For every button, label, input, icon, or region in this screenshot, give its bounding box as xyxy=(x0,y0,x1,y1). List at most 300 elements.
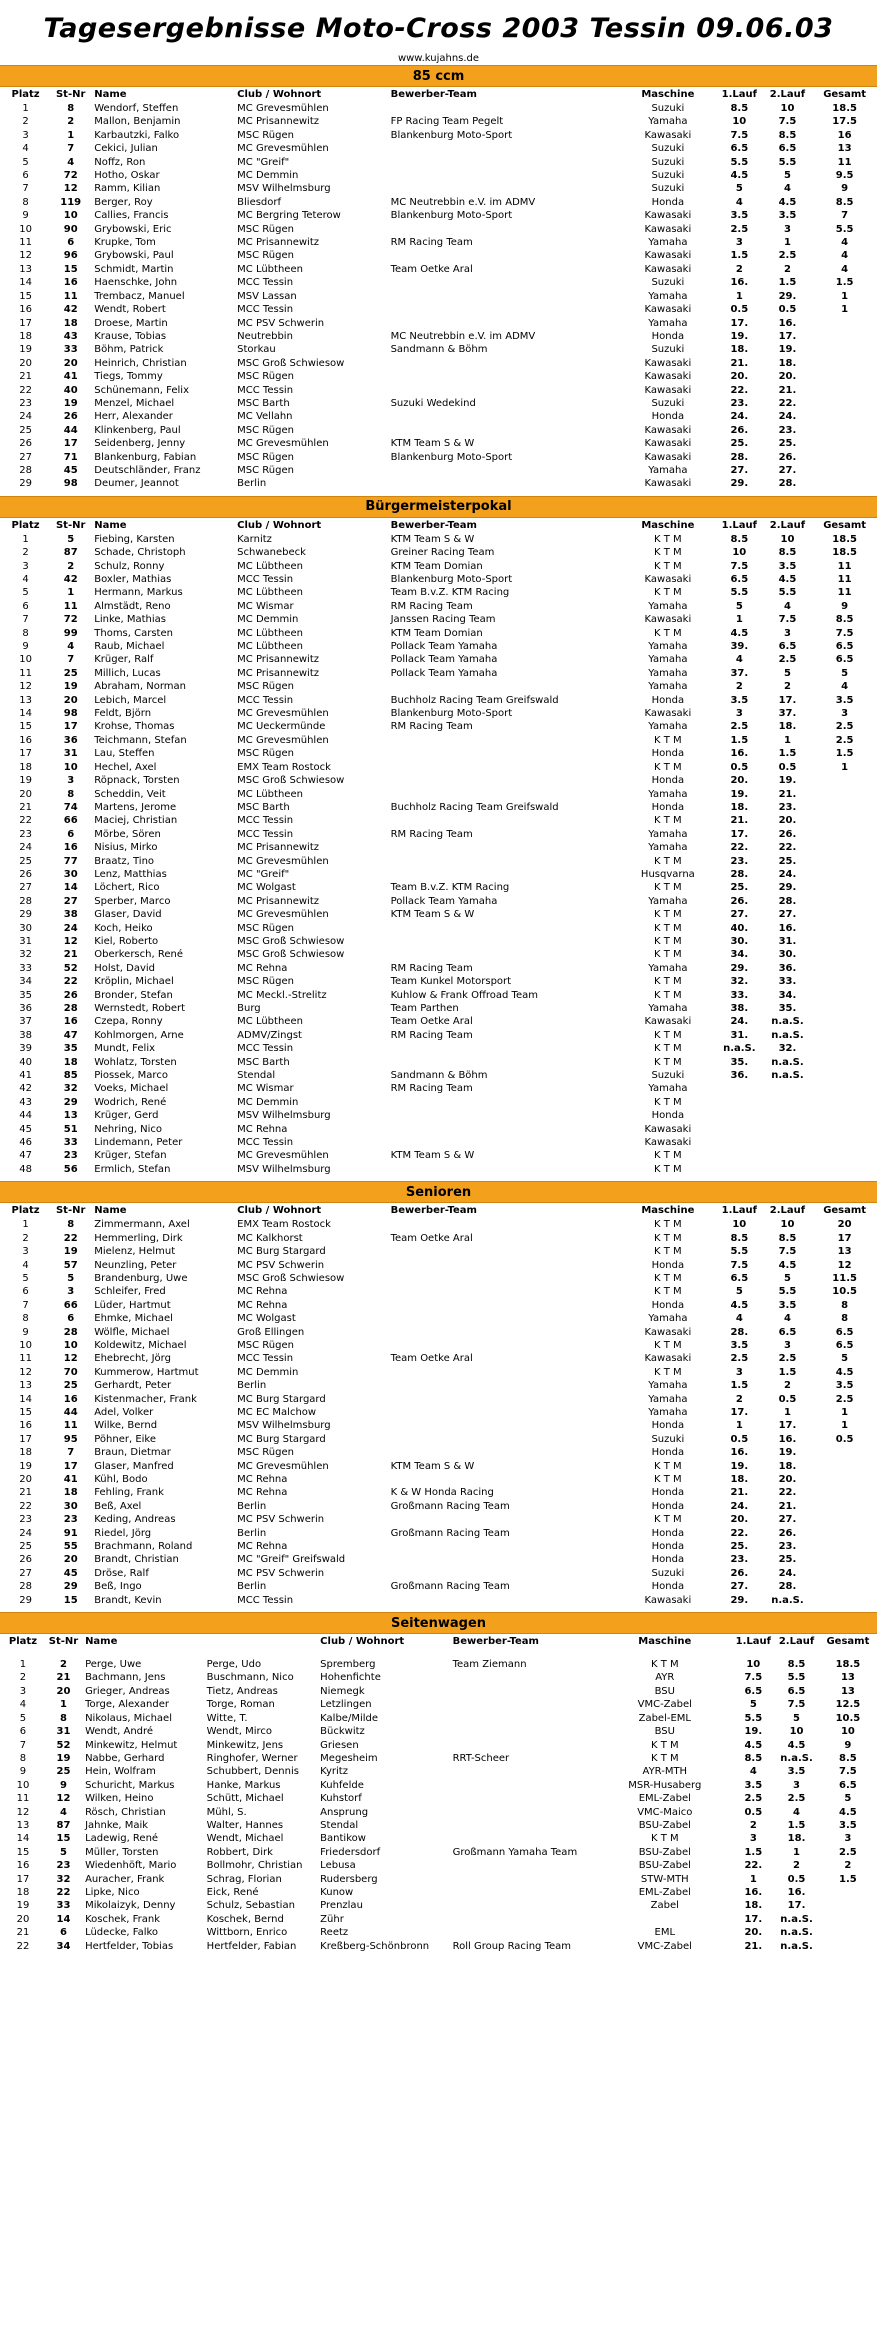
cell-club: Friedersdorf xyxy=(320,1846,381,1858)
cell-gesamt: 8 xyxy=(841,1299,849,1311)
cell-platz: 28 xyxy=(19,1581,32,1593)
cell-team: Großmann Racing Team xyxy=(390,1527,510,1539)
cell-lauf1: 26. xyxy=(730,895,749,907)
cell-lauf1: 24. xyxy=(730,411,749,423)
cell-name: Wilken, Heino xyxy=(85,1793,154,1805)
cell-lauf2: 10 xyxy=(780,533,795,545)
cell-lauf1: 1.5 xyxy=(744,1846,763,1858)
cell-lauf1: 2.5 xyxy=(730,223,749,235)
cell-lauf1: 28. xyxy=(730,1326,749,1338)
cell-maschine: Yamaha xyxy=(648,600,688,612)
cell-club: MC PSV Schwerin xyxy=(237,1567,325,1579)
cell-club: MC Demmin xyxy=(237,1366,299,1378)
cell-startnr: 10 xyxy=(63,761,78,773)
cell-name: Kröplin, Michael xyxy=(94,976,174,988)
cell-name: Minkewitz, Helmut xyxy=(85,1739,178,1751)
section-senioren xyxy=(0,1181,877,1612)
cell-maschine: Kawasaki xyxy=(644,1353,692,1365)
table-row xyxy=(0,1792,877,1805)
cell-maschine: Yamaha xyxy=(648,1003,688,1014)
cell-maschine: Honda xyxy=(651,748,685,760)
cell-startnr: 2 xyxy=(67,560,75,572)
cell-team xyxy=(387,868,620,881)
header-beifahrer xyxy=(203,1634,317,1649)
cell-lauf2: 5.5 xyxy=(787,1672,806,1684)
cell-club: MC Grevesmühlen xyxy=(237,438,329,450)
cell-name: Heinrich, Christian xyxy=(94,357,187,369)
cell-name: Krause, Tobias xyxy=(94,330,167,342)
cell-gesamt: 6.5 xyxy=(835,654,854,666)
cell-club: MC Kalkhorst xyxy=(237,1232,303,1244)
cell-club: MC Lübtheen xyxy=(237,641,303,653)
cell-lauf2: 10 xyxy=(780,1219,795,1231)
cell-team xyxy=(449,1913,598,1926)
cell-startnr: 98 xyxy=(63,708,78,720)
cell-maschine: K T M xyxy=(654,976,682,988)
cell-team: Team B.v.Z. KTM Racing xyxy=(390,882,510,894)
results-table xyxy=(0,518,877,1177)
cell-maschine: Honda xyxy=(651,411,685,423)
cell-name: Nehring, Nico xyxy=(94,1123,163,1135)
table-header xyxy=(0,518,877,533)
cell-gesamt xyxy=(812,1082,877,1095)
cell-team: KTM Team S & W xyxy=(390,438,475,450)
cell-gesamt: 8 xyxy=(841,1313,849,1325)
cell-gesamt xyxy=(812,962,877,975)
cell-club: MC Rehna xyxy=(237,1299,288,1311)
table-row xyxy=(0,424,877,437)
cell-lauf2: 27. xyxy=(778,1514,797,1526)
cell-lauf2: 3.5 xyxy=(778,1299,797,1311)
table-row xyxy=(0,1326,877,1339)
cell-maschine: Yamaha xyxy=(648,842,688,854)
cell-lauf2: 18. xyxy=(778,357,797,369)
cell-lauf1: 29. xyxy=(730,478,749,490)
cell-lauf1 xyxy=(716,1163,763,1176)
cell-gesamt xyxy=(812,1527,877,1540)
cell-team xyxy=(387,1339,620,1352)
cell-lauf2: 19. xyxy=(778,344,797,356)
cell-platz: 2 xyxy=(22,1232,29,1244)
cell-gesamt: 3.5 xyxy=(839,1819,857,1831)
cell-lauf2: 2 xyxy=(783,1380,791,1392)
cell-gesamt: 9 xyxy=(841,600,849,612)
table-row xyxy=(0,640,877,653)
cell-lauf1: 20. xyxy=(730,1514,749,1526)
cell-name: Zimmermann, Axel xyxy=(94,1219,190,1231)
cell-team xyxy=(387,182,620,195)
cell-maschine: K T M xyxy=(654,1286,682,1298)
cell-gesamt: 10.5 xyxy=(835,1712,861,1724)
cell-team xyxy=(449,1765,598,1778)
cell-startnr: 8 xyxy=(67,1219,75,1231)
cell-gesamt: 2.5 xyxy=(839,1846,857,1858)
cell-gesamt xyxy=(812,948,877,961)
cell-lauf1: 0.5 xyxy=(744,1806,763,1818)
cell-club: Letzlingen xyxy=(320,1699,372,1711)
cell-gesamt: 4 xyxy=(841,263,849,275)
cell-name: Koldewitz, Michael xyxy=(94,1339,187,1351)
cell-name: Hein, Wolfram xyxy=(85,1766,156,1778)
cell-name: Krüger, Stefan xyxy=(94,1150,167,1162)
header-platz: Platz xyxy=(8,1636,38,1648)
table-row xyxy=(0,1698,877,1711)
cell-lauf2: 21. xyxy=(778,1500,797,1512)
cell-maschine: Honda xyxy=(651,1541,685,1553)
cell-platz: 29 xyxy=(19,1594,32,1606)
cell-name: Schuricht, Markus xyxy=(85,1779,175,1791)
cell-gesamt xyxy=(812,330,877,343)
header-club: Club / Wohnort xyxy=(237,89,322,100)
cell-startnr: 90 xyxy=(63,223,78,235)
cell-platz: 2 xyxy=(19,1672,27,1684)
cell-lauf2: 26. xyxy=(778,1527,797,1539)
cell-lauf1: 33. xyxy=(730,989,749,1001)
cell-team xyxy=(387,249,620,262)
cell-platz: 22 xyxy=(19,1500,32,1512)
cell-lauf2: 21. xyxy=(778,384,797,396)
cell-maschine: K T M xyxy=(654,547,682,559)
table-row xyxy=(0,1042,877,1055)
cell-team: RM Racing Team xyxy=(390,962,473,974)
cell-club: Prenzlau xyxy=(320,1900,363,1912)
cell-lauf1: 10 xyxy=(732,1219,747,1231)
cell-startnr: 22 xyxy=(63,976,78,988)
cell-gesamt xyxy=(812,828,877,841)
cell-platz: 9 xyxy=(22,1326,29,1338)
header-name: Name xyxy=(94,1205,127,1217)
cell-lauf1: 2 xyxy=(735,681,743,693)
cell-team xyxy=(387,1218,620,1231)
cell-platz: 27 xyxy=(19,1567,32,1579)
cell-platz: 6 xyxy=(19,1726,27,1738)
cell-maschine: BSU-Zabel xyxy=(638,1846,691,1858)
cell-maschine: Kawasaki xyxy=(644,1594,692,1606)
cell-lauf2: 2.5 xyxy=(787,1793,806,1805)
cell-startnr: 23 xyxy=(63,1514,78,1526)
cell-platz: 20 xyxy=(16,1913,30,1925)
cell-team xyxy=(387,788,620,801)
cell-startnr: 52 xyxy=(56,1739,71,1751)
cell-maschine: K T M xyxy=(650,1752,679,1764)
cell-maschine: Yamaha xyxy=(648,317,688,329)
cell-lauf1: 1.5 xyxy=(730,1380,749,1392)
table-row xyxy=(0,477,877,490)
cell-maschine: Yamaha xyxy=(648,1313,688,1325)
cell-startnr: 8 xyxy=(67,788,75,800)
cell-lauf2: 25. xyxy=(778,1554,797,1566)
cell-team: Pollack Team Yamaha xyxy=(390,641,498,653)
cell-gesamt: 1 xyxy=(841,761,849,773)
cell-platz: 3 xyxy=(22,560,29,572)
cell-platz: 20 xyxy=(19,788,32,800)
table-row xyxy=(0,1419,877,1432)
cell-maschine: Yamaha xyxy=(648,464,688,476)
cell-platz: 25 xyxy=(19,1541,32,1553)
cell-lauf2: 20. xyxy=(778,371,797,383)
cell-team xyxy=(449,1712,598,1725)
cell-startnr: 41 xyxy=(63,371,78,383)
cell-platz: 6 xyxy=(22,170,29,182)
cell-startnr: 91 xyxy=(63,1527,78,1539)
table-row xyxy=(0,908,877,921)
cell-lauf2: 17. xyxy=(778,330,797,342)
cell-team xyxy=(449,1806,598,1819)
cell-maschine: Kawasaki xyxy=(644,210,692,222)
cell-team: Greiner Racing Team xyxy=(390,547,495,559)
cell-lauf1: 2 xyxy=(749,1819,757,1831)
cell-platz: 22 xyxy=(19,815,32,827)
cell-maschine: Yamaha xyxy=(648,667,688,679)
cell-club: MC Grevesmühlen xyxy=(237,909,329,921)
cell-startnr: 44 xyxy=(63,424,78,436)
table-row xyxy=(0,653,877,666)
table-row xyxy=(0,410,877,423)
table-row xyxy=(0,1580,877,1593)
cell-name: Lau, Steffen xyxy=(94,748,155,760)
table-row xyxy=(0,1460,877,1473)
cell-club: Stendal xyxy=(237,1070,276,1082)
cell-gesamt xyxy=(812,922,877,935)
cell-gesamt: 13 xyxy=(837,1246,852,1258)
cell-platz: 28 xyxy=(19,895,32,907)
cell-team xyxy=(449,1886,598,1899)
cell-lauf1: 20. xyxy=(744,1927,763,1939)
cell-lauf1: 8.5 xyxy=(730,533,749,545)
cell-name: Beß, Ingo xyxy=(94,1581,142,1593)
table-row xyxy=(0,156,877,169)
cell-platz: 5 xyxy=(19,1712,27,1724)
cell-lauf2: 5.5 xyxy=(778,587,797,599)
cell-team xyxy=(387,223,620,236)
cell-name: Schmidt, Martin xyxy=(94,263,174,275)
cell-team xyxy=(387,1567,620,1580)
cell-maschine: K T M xyxy=(654,882,682,894)
cell-startnr: 45 xyxy=(63,1567,78,1579)
cell-team xyxy=(387,1379,620,1392)
cell-startnr: 28 xyxy=(63,1326,78,1338)
cell-maschine: Yamaha xyxy=(648,237,688,249)
cell-name: Blankenburg, Fabian xyxy=(94,451,197,463)
cell-startnr: 15 xyxy=(56,1833,71,1845)
cell-platz: 32 xyxy=(19,949,32,961)
cell-club: MCC Tessin xyxy=(237,304,294,316)
cell-lauf1: 39. xyxy=(730,641,749,653)
table-row xyxy=(0,1473,877,1486)
cell-name: Nabbe, Gerhard xyxy=(85,1752,165,1764)
cell-maschine: Honda xyxy=(651,1259,685,1271)
cell-gesamt xyxy=(812,1069,877,1082)
cell-gesamt: 3.5 xyxy=(835,694,854,706)
header-platz: Platz xyxy=(11,1205,40,1217)
cell-maschine: Husqvarna xyxy=(640,868,695,880)
cell-startnr: 30 xyxy=(63,1500,78,1512)
cell-team: Suzuki Wedekind xyxy=(390,397,476,409)
cell-name: Krüger, Gerd xyxy=(94,1110,159,1122)
cell-platz: 27 xyxy=(19,882,32,894)
cell-name: Lüder, Hartmut xyxy=(94,1299,171,1311)
cell-club: MC Wismar xyxy=(237,600,294,612)
cell-team: Blankenburg Moto-Sport xyxy=(390,129,513,141)
table-row xyxy=(0,667,877,680)
cell-maschine: Honda xyxy=(651,1420,685,1432)
cell-lauf1: 4.5 xyxy=(730,170,749,182)
cell-club: MC Wolgast xyxy=(237,1313,296,1325)
cell-startnr: 56 xyxy=(63,1163,78,1175)
cell-lauf2: 7.5 xyxy=(778,614,797,626)
cell-lauf2 xyxy=(763,1109,813,1122)
cell-lauf1: 2.5 xyxy=(744,1793,763,1805)
table-row xyxy=(0,1015,877,1028)
cell-lauf1: 3.5 xyxy=(730,694,749,706)
cell-team: KTM Team S & W xyxy=(390,533,475,545)
header-startnr: St-Nr xyxy=(55,1205,86,1217)
cell-club: MC Burg Stargard xyxy=(237,1433,326,1445)
cell-lauf1: n.a.S. xyxy=(723,1043,756,1055)
cell-maschine: K T M xyxy=(654,1163,682,1175)
cell-lauf2: 32. xyxy=(778,1043,797,1055)
cell-beifahrer: Tietz, Andreas xyxy=(206,1685,278,1697)
cell-maschine: Yamaha xyxy=(648,1083,688,1095)
cell-startnr: 14 xyxy=(63,882,78,894)
cell-startnr: 4 xyxy=(60,1806,67,1818)
cell-team xyxy=(387,1419,620,1432)
cell-gesamt xyxy=(812,868,877,881)
cell-gesamt: 12.5 xyxy=(835,1699,861,1711)
cell-platz: 36 xyxy=(19,1003,32,1014)
cell-club: MSC Barth xyxy=(237,1056,290,1068)
cell-team: Pollack Team Yamaha xyxy=(390,667,498,679)
cell-name: Löchert, Rico xyxy=(94,882,160,894)
cell-maschine: Honda xyxy=(651,1581,685,1593)
cell-lauf1: 37. xyxy=(730,667,749,679)
cell-name: Krupke, Tom xyxy=(94,237,156,249)
cell-lauf2: 16. xyxy=(778,317,797,329)
cell-lauf1: 29. xyxy=(730,1594,749,1606)
cell-name: Menzel, Michael xyxy=(94,397,175,409)
cell-platz: 18 xyxy=(16,1886,30,1898)
cell-name: Maciej, Christian xyxy=(94,815,178,827)
cell-name: Herr, Alexander xyxy=(94,411,173,423)
cell-club: MSC Groß Schwiesow xyxy=(237,1272,345,1284)
cell-startnr: 29 xyxy=(63,1581,78,1593)
table-row xyxy=(0,948,877,961)
cell-gesamt: 6.5 xyxy=(839,1779,857,1791)
table-row xyxy=(0,989,877,1002)
cell-gesamt: 20 xyxy=(837,1219,852,1231)
table-row xyxy=(0,102,877,115)
table-row xyxy=(0,613,877,626)
table-row xyxy=(0,1259,877,1272)
table-row xyxy=(0,1096,877,1109)
cell-lauf2: 18. xyxy=(778,1460,797,1472)
cell-team xyxy=(387,1366,620,1379)
cell-team xyxy=(387,1285,620,1298)
cell-lauf2: 24. xyxy=(778,1567,797,1579)
cell-maschine: K T M xyxy=(654,815,682,827)
cell-lauf2: 2.5 xyxy=(778,250,797,262)
cell-platz: 14 xyxy=(19,708,32,720)
cell-lauf1 xyxy=(716,1082,763,1095)
cell-platz: 44 xyxy=(19,1110,32,1122)
cell-lauf1 xyxy=(716,1096,763,1109)
cell-team: Pollack Team Yamaha xyxy=(390,895,498,907)
cell-lauf2: 29. xyxy=(778,290,797,302)
cell-lauf1: 28. xyxy=(730,451,749,463)
header-platz: Platz xyxy=(11,519,40,531)
cell-startnr: 17 xyxy=(63,721,78,733)
cell-gesamt: 10 xyxy=(840,1726,855,1738)
cell-platz: 25 xyxy=(19,424,32,436)
cell-gesamt: 13 xyxy=(837,143,852,155)
cell-startnr: 11 xyxy=(63,600,78,612)
cell-maschine: Yamaha xyxy=(648,1406,688,1418)
cell-lauf2: n.a.S. xyxy=(771,1594,804,1606)
cell-startnr: 70 xyxy=(63,1366,78,1378)
table-row xyxy=(0,169,877,182)
cell-maschine: Zabel xyxy=(650,1900,679,1912)
cell-platz: 1 xyxy=(22,103,29,114)
cell-lauf1: 5.5 xyxy=(730,156,749,168)
cell-platz: 20 xyxy=(19,357,32,369)
cell-lauf1: 40. xyxy=(730,922,749,934)
cell-startnr: 71 xyxy=(63,451,78,463)
cell-maschine: Honda xyxy=(651,1110,685,1122)
cell-name: Martens, Jerome xyxy=(94,801,177,813)
header-maschine: Maschine xyxy=(641,519,695,531)
cell-gesamt: 1 xyxy=(841,1406,849,1418)
header-team: Bewerber-Team xyxy=(390,1205,477,1217)
cell-gesamt xyxy=(812,1136,877,1149)
cell-team xyxy=(387,384,620,397)
cell-lauf1: 2.5 xyxy=(730,721,749,733)
cell-lauf2: 24. xyxy=(778,411,797,423)
cell-platz: 12 xyxy=(19,250,32,262)
cell-beifahrer: Hertfelder, Fabian xyxy=(206,1940,297,1952)
cell-name: Feldt, Björn xyxy=(94,708,152,720)
cell-platz: 11 xyxy=(19,237,32,249)
cell-team xyxy=(387,734,620,747)
cell-startnr: 87 xyxy=(63,547,78,559)
cell-name: Bronder, Stefan xyxy=(94,989,173,1001)
cell-maschine: Kawasaki xyxy=(644,371,692,383)
header-maschine: Maschine xyxy=(641,89,695,100)
cell-startnr: 11 xyxy=(63,290,78,302)
cell-name: Scheddin, Veit xyxy=(94,788,166,800)
cell-name: Hermann, Markus xyxy=(94,587,183,599)
cell-name: Riedel, Jörg xyxy=(94,1527,152,1539)
cell-name: Ehebrecht, Jörg xyxy=(94,1353,171,1365)
cell-maschine: Suzuki xyxy=(651,183,685,195)
cell-startnr: 19 xyxy=(63,397,78,409)
cell-platz: 26 xyxy=(19,868,32,880)
cell-platz: 7 xyxy=(22,183,29,195)
cell-team xyxy=(387,761,620,774)
cell-club: MCC Tessin xyxy=(237,828,294,840)
cell-maschine: Honda xyxy=(651,694,685,706)
cell-team: Team Oetke Aral xyxy=(390,263,473,275)
cell-lauf2: 26. xyxy=(778,451,797,463)
cell-maschine: Kawasaki xyxy=(644,614,692,626)
table-row xyxy=(0,223,877,236)
cell-maschine: Kawasaki xyxy=(644,1137,692,1149)
cell-lauf1: 22. xyxy=(730,842,749,854)
cell-lauf1: 6.5 xyxy=(730,1272,749,1284)
cell-gesamt xyxy=(812,1149,877,1162)
table-row xyxy=(0,1218,877,1231)
cell-lauf1: 2 xyxy=(735,263,743,275)
cell-lauf1: 18. xyxy=(744,1900,763,1912)
